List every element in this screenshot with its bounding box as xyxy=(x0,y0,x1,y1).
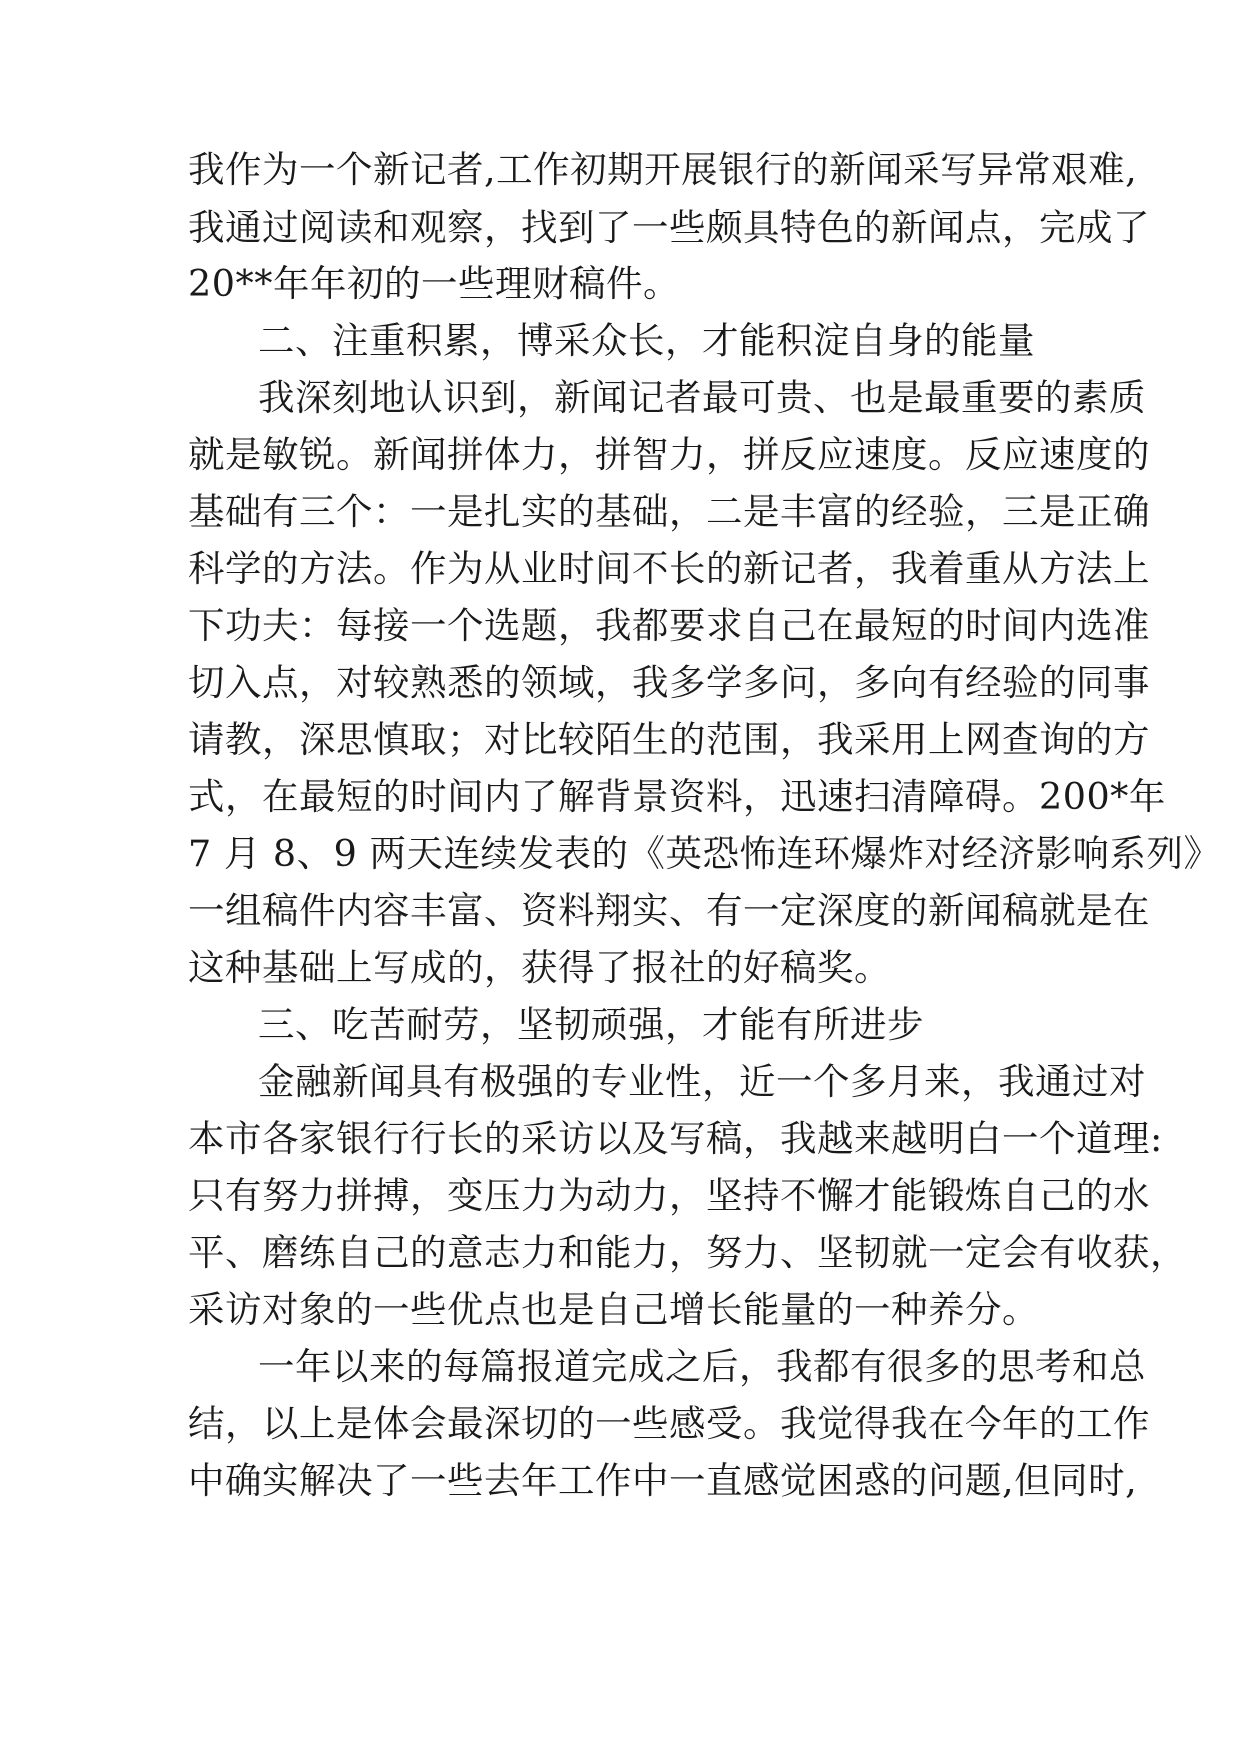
body-text-line: 就是敏锐。新闻拼体力，拼智力，拼反应速度。反应速度的 xyxy=(188,433,1150,476)
body-text-line: 我作为一个新记者,工作初期开展银行的新闻采写异常艰难, xyxy=(188,148,1138,191)
body-text-line: 20**年年初的一些理财稿件。 xyxy=(188,262,680,305)
body-text-line: 我通过阅读和观察，找到了一些颇具特色的新闻点，完成了 xyxy=(188,206,1150,249)
body-text-line: 科学的方法。作为从业时间不长的新记者，我着重从方法上 xyxy=(188,547,1150,590)
body-text-line: 采访对象的一些优点也是自己增长能量的一种养分。 xyxy=(188,1288,1039,1331)
body-text-line: 本市各家银行行长的采访以及写稿，我越来越明白一个道理: xyxy=(188,1117,1163,1160)
body-text-line: 7 月 8、9 两天连续发表的《英恐怖连环爆炸对经济影响系列》 xyxy=(188,832,1221,875)
body-text-line: 下功夫：每接一个选题，我都要求自己在最短的时间内选准 xyxy=(188,604,1150,647)
body-text-line: 金融新闻具有极强的专业性，近一个多月来，我通过对 xyxy=(258,1060,1146,1103)
body-text-line: 式，在最短的时间内了解背景资料，迅速扫清障碍。200*年 xyxy=(188,775,1166,818)
body-text-line: 切入点，对较熟悉的领域，我多学多问，多向有经验的同事 xyxy=(188,661,1150,704)
body-text-line: 基础有三个：一是扎实的基础，二是丰富的经验，三是正确 xyxy=(188,490,1150,533)
body-text-line: 中确实解决了一些去年工作中一直感觉困惑的问题,但同时, xyxy=(188,1459,1138,1502)
body-text-line: 结，以上是体会最深切的一些感受。我觉得我在今年的工作 xyxy=(188,1402,1150,1445)
body-text-line: 一组稿件内容丰富、资料翔实、有一定深度的新闻稿就是在 xyxy=(188,889,1150,932)
section-heading: 二、注重积累，博采众长，才能积淀自身的能量 xyxy=(258,319,1035,362)
body-text-line: 请教，深思慎取；对比较陌生的范围，我采用上网查询的方 xyxy=(188,718,1150,761)
body-text-line: 一年以来的每篇报道完成之后，我都有很多的思考和总 xyxy=(258,1345,1146,1388)
body-text-line: 我深刻地认识到，新闻记者最可贵、也是最重要的素质 xyxy=(258,376,1146,419)
body-text-line: 只有努力拼搏，变压力为动力，坚持不懈才能锻炼自己的水 xyxy=(188,1174,1150,1217)
section-heading: 三、吃苦耐劳，坚韧顽强，才能有所进步 xyxy=(258,1003,924,1046)
body-text-line: 平、磨练自己的意志力和能力，努力、坚韧就一定会有收获， xyxy=(188,1231,1187,1274)
body-text-line: 这种基础上写成的，获得了报社的好稿奖。 xyxy=(188,946,891,989)
